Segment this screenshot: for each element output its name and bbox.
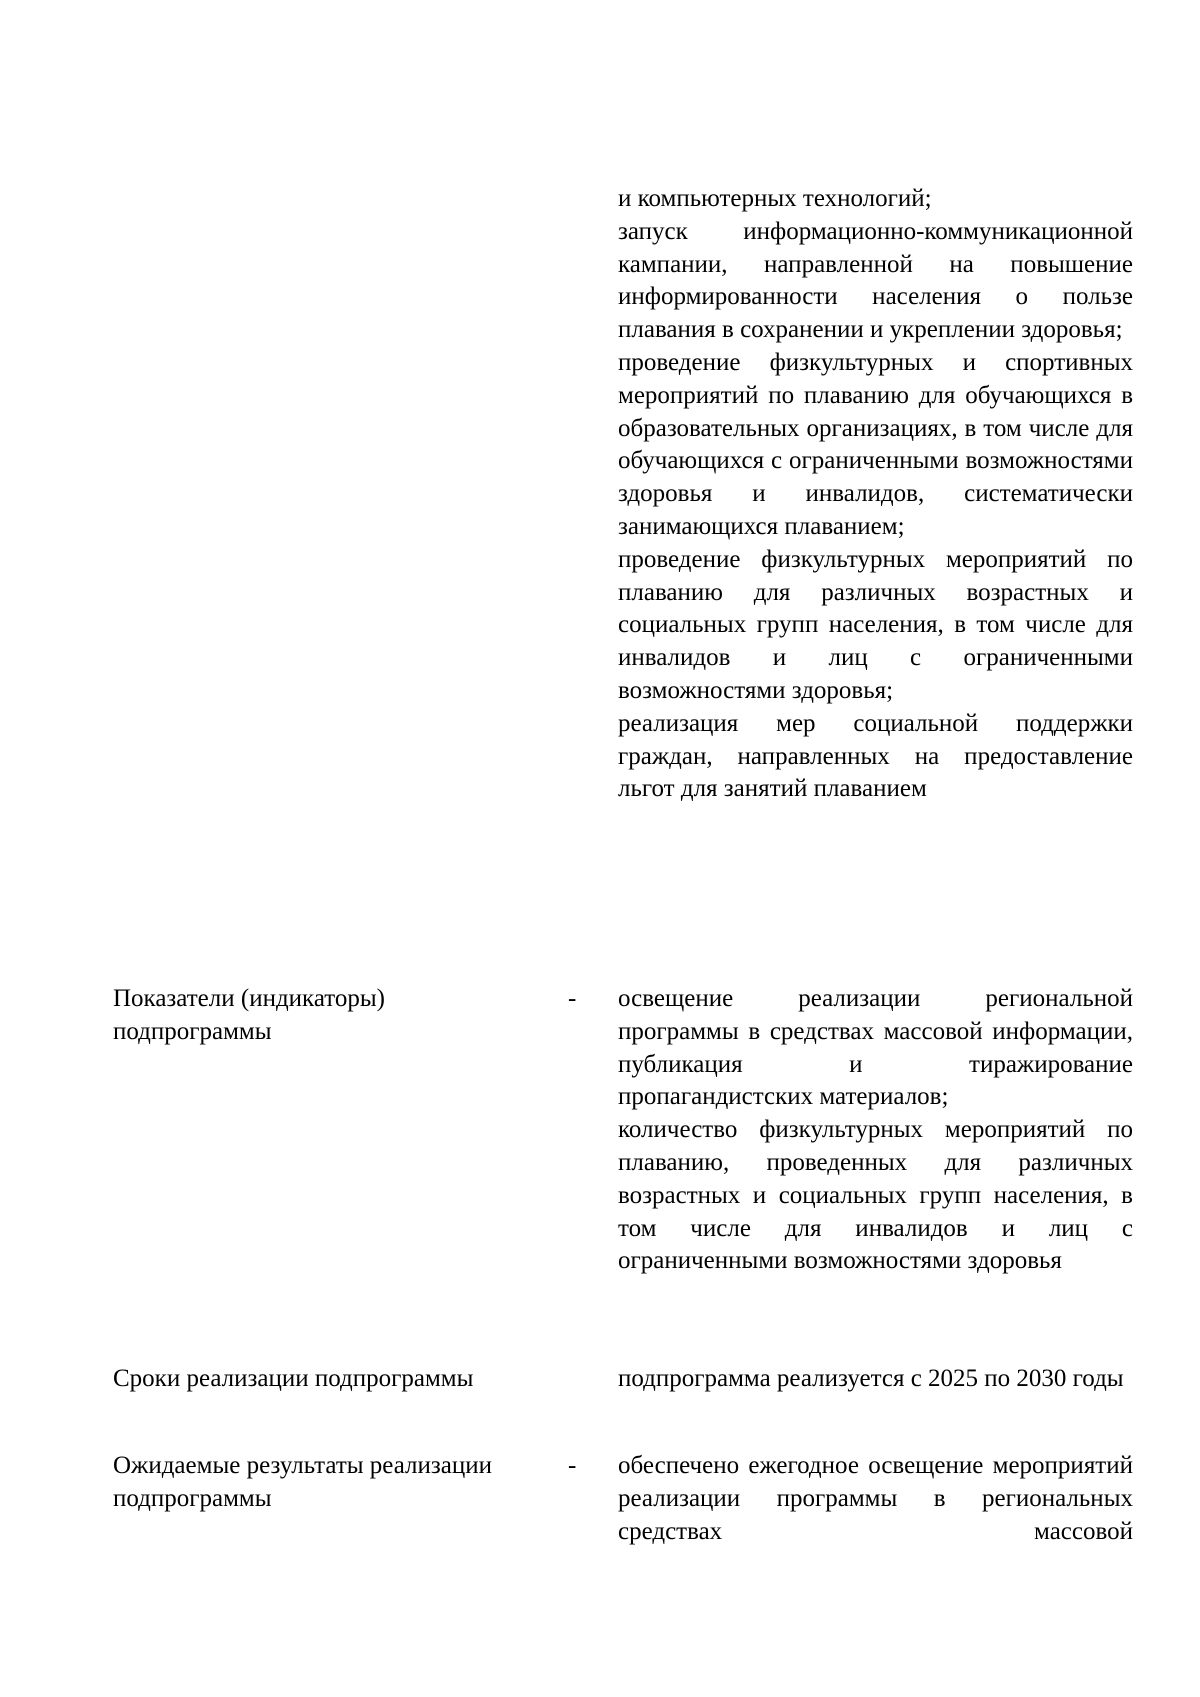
terms-paragraph: подпрограмма реализуется с 2025 по 2030 годы [618, 1365, 1124, 1392]
measure-paragraph: реализация мер социальной поддержки граждан, направленных на предоставление льгот для занятий плаванием [618, 709, 1133, 803]
indicator-paragraph: освещение реализации региональной программы в средствах массовой информации, публикация и тиражирование пропагандистских материалов; [618, 985, 1133, 1111]
measure-paragraph: и компьютерных технологий; [618, 185, 932, 212]
row-label-indicators [113, 983, 543, 1049]
row-value-terms [618, 1363, 1133, 1396]
measures-continuation [618, 183, 1133, 806]
row-label-results [113, 1450, 543, 1516]
measure-paragraph: проведение физкультурных и спортивных мероприятий по плаванию для обучающихся в образовательных организациях, в том числе для обучающихся с ограниченными возможностями здоровья и инвалидов, систематически занимающихся плаванием; [618, 348, 1133, 540]
results-paragraph: обеспечено ежегодное освещение мероприятий реализации программы в региональных средствах массовой [618, 1452, 1133, 1545]
row-value-results [618, 1450, 1133, 1548]
row-label-text: Ожидаемые результаты реализации подпрограммы [113, 1452, 492, 1512]
row-label-text: Показатели (индикаторы) подпрограммы [113, 985, 385, 1045]
indicator-paragraph: количество физкультурных мероприятий по плаванию, проведенных для различных возрастных и социальных групп населения, в том числе для инвалидов и лиц с ограниченными возможностями здоровья [618, 1116, 1133, 1275]
row-value-indicators [618, 983, 1133, 1278]
row-label-terms [113, 1363, 543, 1396]
measure-paragraph: проведение физкультурных мероприятий по плаванию для различных возрастных и социальных групп населения, в том числе для инвалидов и лиц с ограниченными возможностями здоровья; [618, 545, 1133, 704]
row-label-text: Сроки реализации подпрограммы [113, 1365, 474, 1392]
row-dash: - [568, 1452, 577, 1479]
measure-paragraph: запуск информационно-коммуникационной кампании, направленной на повышение информированности населения о пользе плавания в сохранении и укреплении здоровья; [618, 217, 1133, 344]
row-dash: - [568, 985, 577, 1012]
